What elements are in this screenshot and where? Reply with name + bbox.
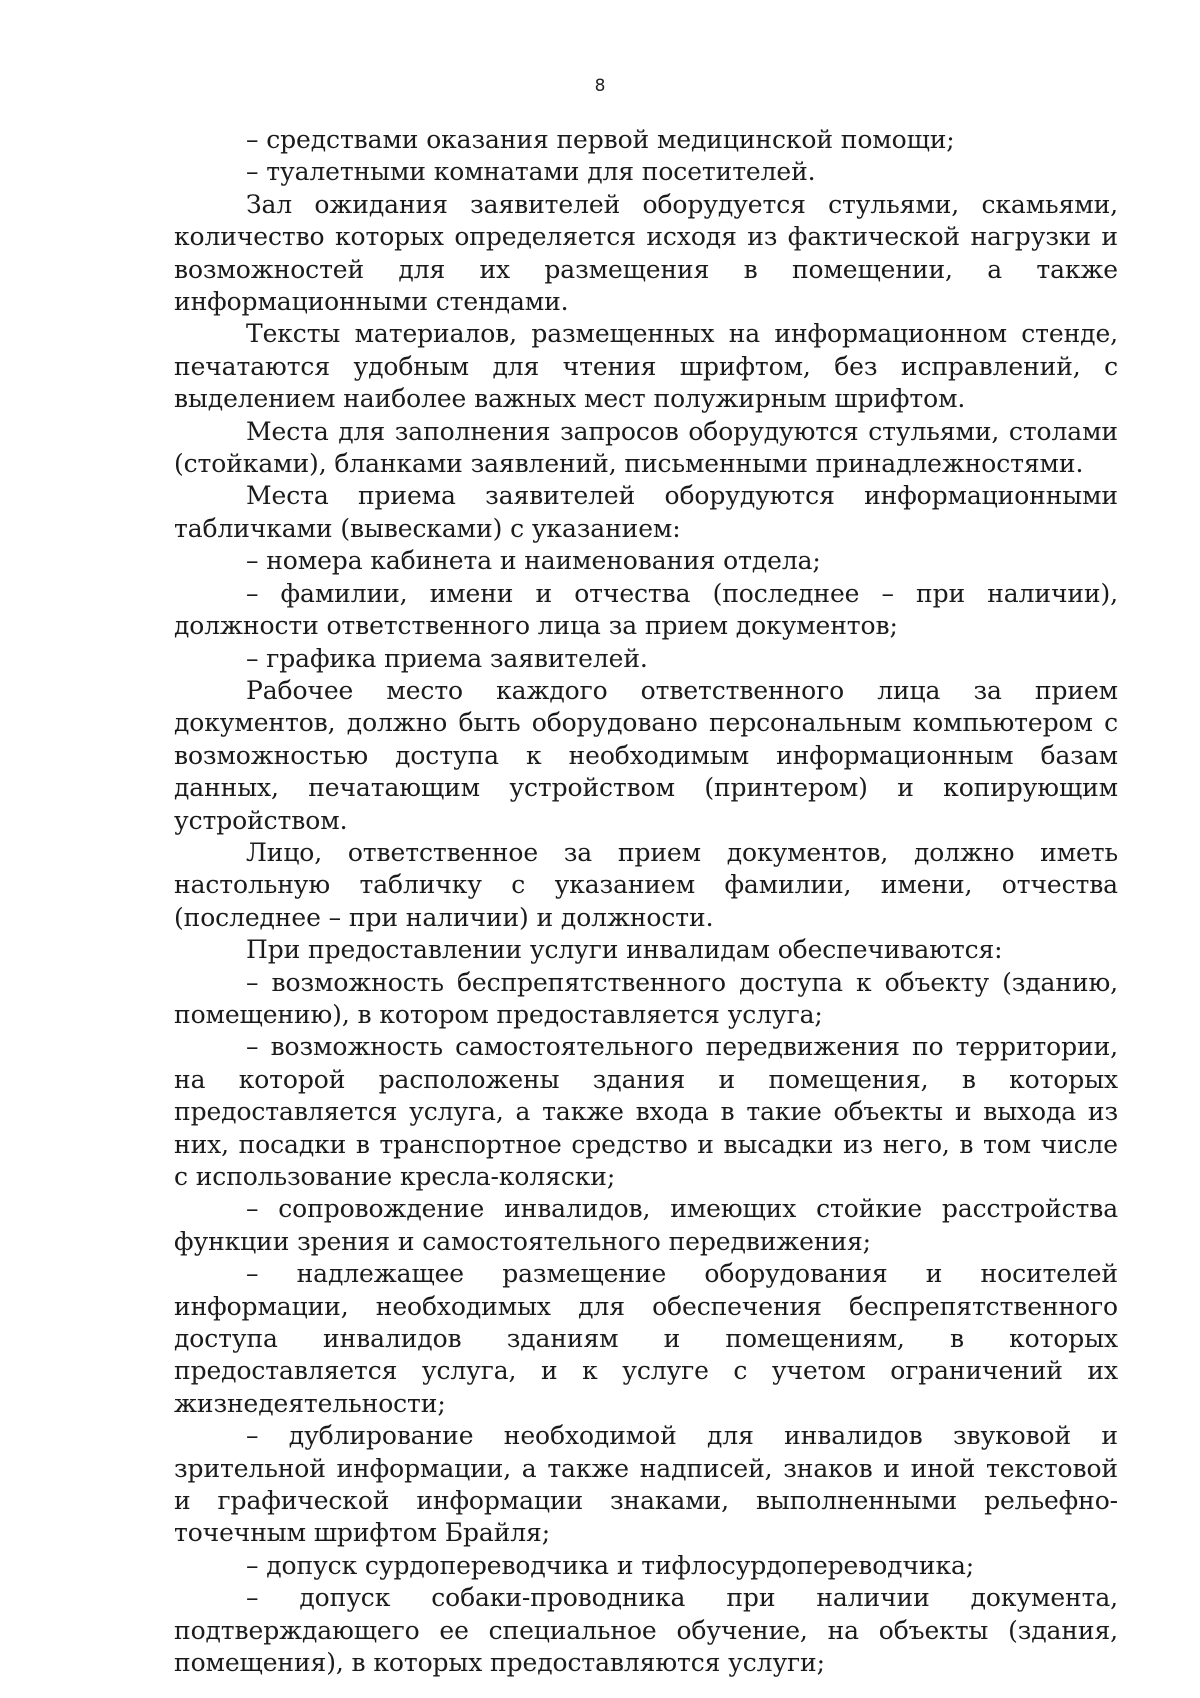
paragraph: – дублирование необходимой для инвалидов звуковой и зрительной информации, а также надписей, знаков и иной текстовой и графической информации знаками, выполненными рельефно-точечным шрифтом Брайля; [174,1421,1118,1548]
paragraph: – номера кабинета и наименования отдела; [246,546,821,576]
paragraph: При предоставлении услуги инвалидам обеспечиваются: [246,935,1003,965]
page-number: 8 [594,76,606,96]
paragraph: – допуск собаки-проводника при наличии документа, подтверждающего ее специальное обучение, на объекты (здания, помещения), в которых предоставляются услуги; [174,1583,1118,1678]
paragraph: – возможность беспрепятственного доступа к объекту (зданию, помещению), в котором предоставляется услуга; [174,967,1118,1029]
paragraph: – сопровождение инвалидов, имеющих стойкие расстройства функции зрения и самостоятельного передвижения; [174,1194,1118,1256]
document-body [174,124,1118,1680]
paragraph: – допуск сурдопереводчика и тифлосурдопереводчика; [246,1550,975,1580]
paragraph: Места приема заявителей оборудуются информационными табличками (вывесками) с указанием: [174,481,1118,543]
paragraph: – туалетными комнатами для посетителей. [246,157,816,187]
paragraph: – графика приема заявителей. [246,643,648,673]
paragraph: – средствами оказания первой медицинской помощи; [246,125,955,154]
paragraph: Рабочее место каждого ответственного лица за прием документов, должно быть оборудовано персональным компьютером с возможностью доступа к необходимым информационным базам данных, печатающим устройством (принтером) и копирующим устройством. [174,675,1118,835]
paragraph: Лицо, ответственное за прием документов, должно иметь настольную табличку с указанием фамилии, имени, отчества (последнее – при наличии) и должности. [174,837,1118,932]
paragraph: Зал ожидания заявителей оборудуется стульями, скамьями, количество которых определяется исходя из фактической нагрузки и возможностей для их размещения в помещении, а также информационными стендами. [174,189,1118,317]
paragraph: – фамилии, имени и отчества (последнее – при наличии), должности ответственного лица за прием документов; [174,578,1118,641]
paragraph: Места для заполнения запросов оборудуются стульями, столами (стойками), бланками заявлений, письменными принадлежностями. [174,416,1118,479]
paragraph: Тексты материалов, размещенных на информационном стенде, печатаются удобным для чтения шрифтом, без исправлений, с выделением наиболее важных мест полужирным шрифтом. [174,319,1118,414]
paragraph: – возможность самостоятельного передвижения по территории, на которой расположены здания и помещения, в которых предоставляется услуга, а также входа в такие объекты и выхода из них, посадки в транспортное средство и высадки из него, в том числе с использование кресла-коляски; [174,1032,1118,1191]
paragraph: – надлежащее размещение оборудования и носителей информации, необходимых для обеспечения беспрепятственного доступа инвалидов зданиям и помещениям, в которых предоставляется услуга, и к услуге с учетом ограничений их жизнедеятельности; [174,1259,1118,1418]
